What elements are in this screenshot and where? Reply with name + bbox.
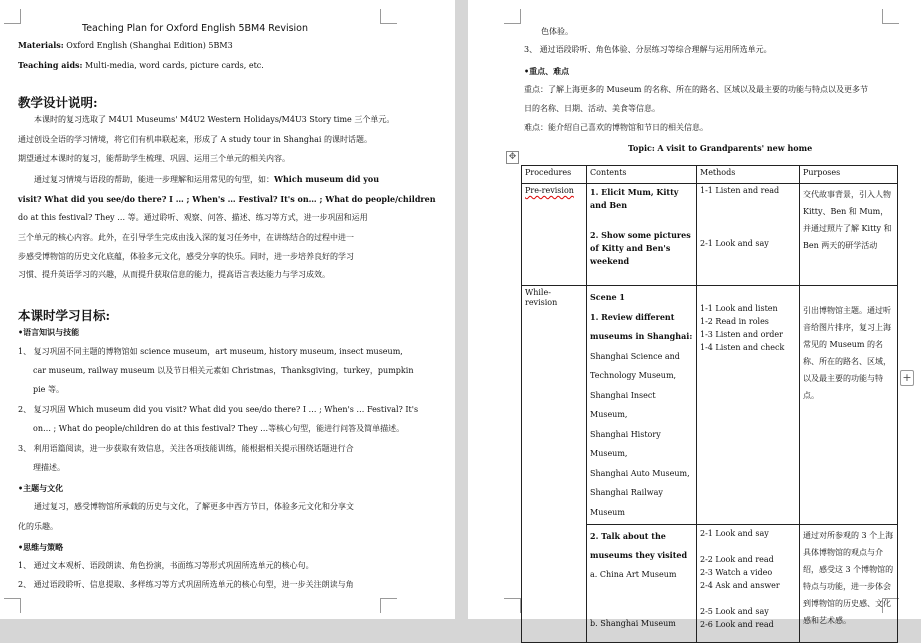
- method-item: 2-6 Look and read: [700, 620, 774, 629]
- culture-line: 化的乐趣。: [18, 522, 58, 531]
- procedure-label: Pre-revision: [525, 186, 574, 195]
- content-item: 2. Talk about the museums they visited: [590, 531, 688, 560]
- goal-item: on… ; What do people/children do at this festival? They …等核心句型，能进行问答及简单描述。: [33, 424, 405, 433]
- teaching-aids-label: Teaching aids:: [18, 60, 83, 70]
- thinking-item: 1、 通过文本观析、语段朗读、角色扮演，书面练习等形式巩固所选单元的核心句。: [18, 561, 314, 570]
- materials-value: Oxford English (Shanghai Edition) 5BM3: [63, 41, 233, 50]
- key-points-heading: •重点、难点: [524, 66, 570, 76]
- teaching-aids-value: Multi-media, word cards, picture cards, etc.: [82, 61, 264, 70]
- method-item: 2-1 Look and say: [700, 529, 769, 538]
- left-page: [0, 0, 455, 619]
- content-subitem: a. China Art Museum: [590, 570, 677, 579]
- purpose-cell: [800, 184, 898, 286]
- method-item: 2-5 Look and say: [700, 607, 769, 616]
- museum-item: Shanghai Railway Museum: [590, 488, 663, 517]
- thinking-item: 2、 通过语段聆听、信息提取、多样练习等方式巩固所选单元的核心句型，进一步关注朗读与角: [18, 580, 354, 589]
- topic-line: [628, 143, 812, 154]
- crop-mark: [380, 598, 397, 613]
- design-line: 通过创设全语的学习情境，将它们有机串联起来，形成了 A study tour in Shanghai 的课时话题。: [18, 135, 373, 144]
- purpose-text: 交代故事背景，引入人物 Kitty、Ben 和 Mum，并通过照片了解 Kitty 和 Ben 两天的研学活动: [803, 190, 892, 250]
- museum-item: Shanghai Insect Museum,: [590, 390, 656, 419]
- procedure-cell: [522, 286, 587, 643]
- content-subitem: b. Shanghai Museum: [590, 619, 676, 628]
- goal-item: 1、 复习巩固不同主题的博物馆如 science museum，art museum, history museum, insect museum,: [18, 347, 403, 356]
- procedure-label: While-revision: [525, 288, 558, 307]
- design-heading: 教学设计说明:: [18, 95, 98, 110]
- method-item: 1-4 Listen and check: [700, 343, 785, 352]
- table-row: [522, 184, 898, 286]
- document-title: Teaching Plan for Oxford English 5BM4 Revision: [82, 23, 309, 34]
- culture-heading: •主题与文化: [18, 483, 64, 493]
- purpose-cell: [800, 525, 898, 643]
- method-item: 1-1 Listen and read: [700, 186, 780, 195]
- topic-value: A visit to Grandparents' new home: [657, 143, 813, 153]
- crop-mark: [882, 9, 899, 24]
- content-item: 2. Show some pictures of Kitty and Ben's weekend: [590, 230, 691, 266]
- table-header-cell: Procedures: [522, 166, 587, 184]
- add-column-button[interactable]: +: [900, 370, 914, 386]
- design-line: visit? What did you see/do there? I … ; When's … Festival? It's on… ; What do people/children: [18, 194, 436, 204]
- design-line: 本课时的复习选取了 M4U1 Museums' M4U2 Western Holidays/M4U3 Story time 三个单元。: [34, 115, 395, 124]
- design-line: 步感受博物馆的历史文化底蕴，体验多元文化，感受分享的快乐。同时，进一步培养良好的学习: [18, 252, 354, 261]
- design-line: 期望通过本课时的复习，能帮助学生梳理、巩固、运用三个单元的相关内容。: [18, 154, 290, 163]
- method-item: 2-3 Watch a video: [700, 568, 773, 577]
- right-page: [468, 0, 921, 629]
- content-cell: [587, 184, 697, 286]
- method-cell: [697, 525, 800, 643]
- table-header-row: [522, 166, 898, 184]
- design-line-text: 通过复习情境与语段的帮助，能进一步理解和运用常见的句型，如：: [34, 175, 274, 184]
- goals-heading: 本课时学习目标:: [18, 308, 111, 323]
- culture-line: 通过复习，感受博物馆所承载的历史与文化，了解更多中西方节日，体验多元文化和分享文: [34, 502, 354, 511]
- purpose-cell: [800, 286, 898, 525]
- method-item: 1-3 Listen and order: [700, 330, 783, 339]
- museum-item: Shanghai History Museum,: [590, 429, 661, 458]
- design-line: 习惯、提升英语学习的兴趣，从而提升获取信息的能力，提高语言表达能力与学习成效。: [18, 270, 330, 279]
- goal-item: 3、 利用语篇阅读，进一步获取有效信息，关注各项技能训练，能根据相关提示围绕话题进行合: [18, 444, 354, 453]
- teaching-plan-table: [521, 165, 898, 643]
- materials-label: Materials:: [18, 40, 64, 50]
- design-line-bold: Which museum did you: [274, 174, 380, 184]
- key-point-line: 难点：能介绍自己喜欢的博物馆和节日的相关信息。: [524, 123, 708, 132]
- crop-mark: [380, 9, 397, 24]
- thinking-item: 3、 通过语段聆听、角色体验、分层练习等综合理解与运用所选单元。: [524, 45, 772, 54]
- goal-item: 理描述。: [33, 463, 65, 472]
- design-line: do at this festival? They … 等。通过聆听、观察、问答、描述、练习等方式，进一步巩固和运用: [18, 213, 368, 222]
- content-item: 1. Elicit Mum, Kitty and Ben: [590, 187, 679, 210]
- method-item: 1-1 Look and listen: [700, 304, 778, 313]
- crop-mark: [4, 598, 21, 613]
- key-point-line: 日的名称、日期、活动、美食等信息。: [524, 104, 660, 113]
- museum-item: Shanghai Science and Technology Museum,: [590, 351, 680, 380]
- goal-item: pie 等。: [33, 385, 64, 394]
- design-line: [34, 174, 379, 185]
- table-move-handle[interactable]: ✥: [506, 151, 519, 164]
- carry-over-line: 色体验。: [541, 27, 573, 36]
- method-item: 2-2 Look and read: [700, 555, 774, 564]
- table-row: [522, 286, 898, 525]
- museum-item: Shanghai Auto Museum,: [590, 468, 690, 478]
- method-item: 1-2 Read in roles: [700, 317, 769, 326]
- method-cell: [697, 286, 800, 525]
- content-cell: [587, 286, 697, 525]
- crop-mark: [504, 598, 521, 613]
- purpose-text: 引出博物馆主题。通过听音给图片排序，复习上海常见的 Museum 的名称、所在的路名、区域，以及最主要的功能与特点。: [803, 306, 891, 400]
- table-header-cell: Purposes: [800, 166, 898, 184]
- materials-line: [18, 40, 233, 51]
- content-cell: [587, 525, 697, 643]
- goal-item: 2、 复习巩固 Which museum did you visit? What did you see/do there? I … ; When's … Festival? It's: [18, 405, 419, 414]
- method-cell: [697, 184, 800, 286]
- crop-mark: [4, 9, 21, 24]
- goal-item: car museum, railway museum 以及节日相关元素如 Christmas，Thanksgiving，turkey，pumpkin: [33, 366, 414, 375]
- method-item: 2-1 Look and say: [700, 239, 769, 248]
- purpose-text: 通过对所参观的 3 个上海具体博物馆的观点与介绍，感受这 3 个博物馆的特点与功能，进一步体会到博物馆的历史感、文化感和艺术感。: [803, 531, 894, 625]
- language-skills-heading: •语言知识与技能: [18, 327, 80, 337]
- topic-label: Topic:: [628, 143, 655, 153]
- key-point-line: 重点：了解上海更多的 Museum 的名称、所在的路名、区域以及最主要的功能与特点以及更多节: [524, 85, 869, 94]
- content-item: 1. Review different museums in Shanghai:: [590, 311, 693, 341]
- scene-label: Scene 1: [590, 292, 625, 302]
- teaching-aids-line: [18, 60, 264, 71]
- table-header-cell: Contents: [587, 166, 697, 184]
- crop-mark: [504, 9, 521, 24]
- thinking-heading: •思维与策略: [18, 542, 64, 552]
- procedure-cell: [522, 184, 587, 286]
- method-item: 2-4 Ask and answer: [700, 581, 780, 590]
- table-header-cell: Methods: [697, 166, 800, 184]
- design-line: 三个单元的核心内容。此外，在引导学生完成由浅入深的复习任务中，在讲练结合的过程中进一: [18, 233, 354, 242]
